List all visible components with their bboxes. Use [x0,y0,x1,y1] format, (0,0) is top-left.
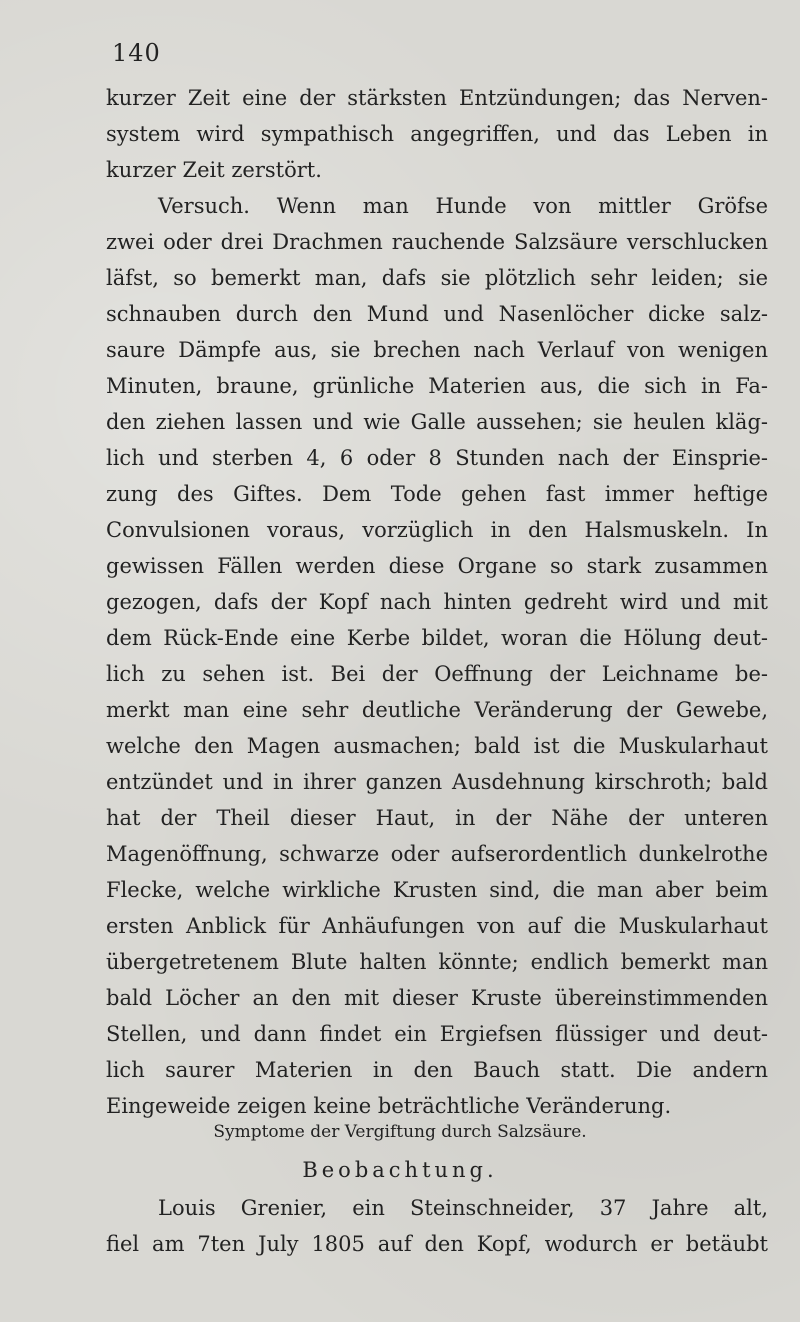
text-line: Convulsionen voraus, vorzüglich in den Halsmuskeln. In [106,518,768,542]
text-line: den ziehen lassen und wie Galle aussehen; sie heulen kläg- [106,410,768,434]
text-line: welche den Magen ausmachen; bald ist die Muskularhaut [106,734,768,758]
text-line: hat der Theil dieser Haut, in der Nähe der unteren [106,806,768,830]
text-line: system wird sympathisch angegriffen, und das Leben in [106,122,768,146]
body-text [106,80,768,1124]
text-line: Magenöffnung, schwarze oder aufserordentlich dunkelrothe [106,842,768,866]
text-line: lich zu sehen ist. Bei der Oeffnung der Leichname be- [106,662,768,686]
page-number: 140 [112,39,161,67]
text-line: Versuch. Wenn man Hunde von mittler Gröfse [158,194,768,218]
text-line: gewissen Fällen werden diese Organe so stark zusammen [106,554,768,578]
text-line: entzündet und in ihrer ganzen Ausdehnung kirschroth; bald [106,770,768,794]
text-line: läfst, so bemerkt man, dafs sie plötzlich sehr leiden; sie [106,266,768,290]
text-line: fiel am 7ten July 1805 auf den Kopf, wodurch er betäubt [106,1232,768,1256]
text-line: lich und sterben 4, 6 oder 8 Stunden nach der Einsprie- [106,446,768,470]
observation-heading: Beobachtung. [302,1158,498,1182]
text-line: lich saurer Materien in den Bauch statt. Die andern [106,1058,768,1082]
text-line: schnauben durch den Mund und Nasenlöcher dicke salz- [106,302,768,326]
text-line: Louis Grenier, ein Steinschneider, 37 Jahre alt, [158,1196,768,1220]
text-line: zung des Giftes. Dem Tode gehen fast immer heftige [106,482,768,506]
text-line: gezogen, dafs der Kopf nach hinten gedreht wird und mit [106,590,768,614]
text-line: bald Löcher an den mit dieser Kruste übereinstimmenden [106,986,768,1010]
text-line: Eingeweide zeigen keine beträchtliche Veränderung. [106,1094,672,1118]
tail-text [106,1190,768,1262]
text-line: saure Dämpfe aus, sie brechen nach Verlauf von wenigen [106,338,768,362]
text-line: merkt man eine sehr deutliche Veränderung der Gewebe, [106,698,768,722]
text-line: kurzer Zeit zerstört. [106,158,322,182]
text-line: dem Rück-Ende eine Kerbe bildet, woran die Hölung deut- [106,626,768,650]
text-line: Stellen, und dann findet ein Ergiefsen flüssiger und deut- [106,1022,768,1046]
text-line: kurzer Zeit eine der stärksten Entzündungen; das Nerven- [106,86,768,110]
text-line: ersten Anblick für Anhäufungen von auf die Muskularhaut [106,914,768,938]
text-line: Minuten, braune, grünliche Materien aus, die sich in Fa- [106,374,768,398]
text-line: zwei oder drei Drachmen rauchende Salzsäure verschlucken [106,230,768,254]
text-line: übergetretenem Blute halten könnte; endlich bemerkt man [106,950,768,974]
section-title: Symptome der Vergiftung durch Salzsäure. [213,1122,587,1142]
text-line: Flecke, welche wirkliche Krusten sind, die man aber beim [106,878,768,902]
